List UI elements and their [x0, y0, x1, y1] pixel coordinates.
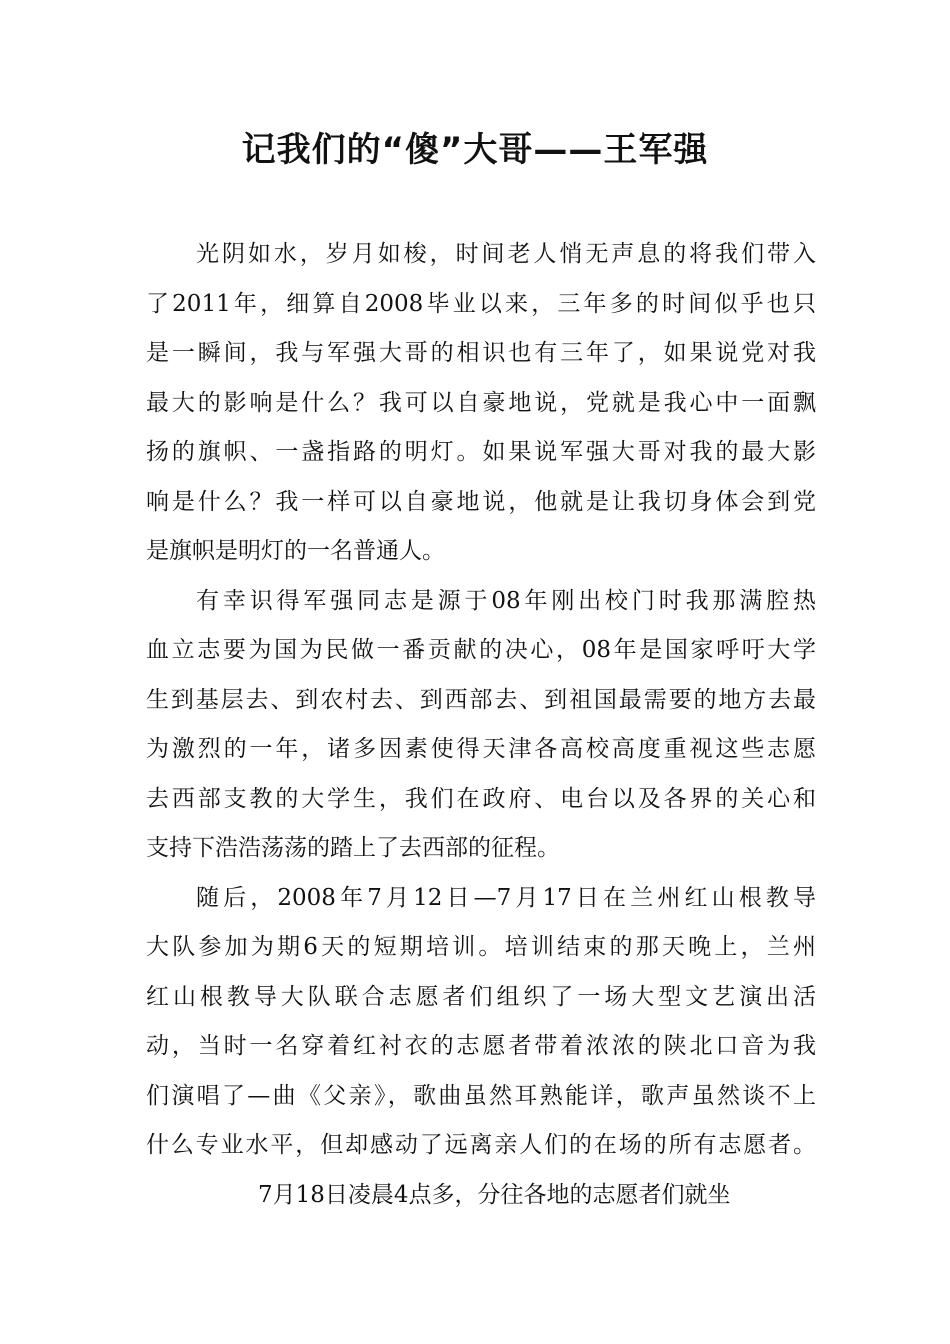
text-line: 了2011年，细算自2008毕业以来，三年多的时间似乎也只	[146, 290, 816, 317]
text-line: 大队参加为期6天的短期培训。培训结束的那天晚上，兰州	[146, 934, 816, 960]
text-line: 动，当时一名穿着红衬衣的志愿者带着浓浓的陕北口音为我	[146, 1033, 816, 1059]
text-line: 支持下浩浩荡荡的踏上了去西部的征程。	[146, 835, 560, 861]
text-line: 扬的旗帜、一盏指路的明灯。如果说军强大哥对我的最大影	[146, 439, 816, 465]
text-line: 什么专业水平，但却感动了远离亲人们的在场的所有志愿者。	[146, 1132, 816, 1158]
text-line: 生到基层去、到农村去、到西部去、到祖国最需要的地方去最	[146, 686, 816, 713]
text-line: 为激烈的一年，诸多因素使得天津各高校高度重视这些志愿	[146, 736, 816, 762]
text-line: 是旗帜是明灯的一名普通人。	[146, 538, 445, 564]
text-line: 有幸识得军强同志是源于08年刚出校门时我那满腔热	[196, 587, 816, 614]
text-line: 是一瞬间，我与军强大哥的相识也有三年了，如果说党对我	[146, 340, 816, 366]
text-line: 血立志要为国为民做一番贡献的决心，08年是国家呼吁大学	[146, 637, 816, 663]
text-line: 光阴如水，岁月如梭，时间老人悄无声息的将我们带入	[196, 241, 816, 267]
text-line: 红山根教导大队联合志愿者们组织了一场大型文艺演出活	[146, 983, 816, 1010]
text-line: 们演唱了—曲《父亲》，歌曲虽然耳熟能详，歌声虽然谈不上	[146, 1082, 816, 1109]
document-title: 记我们的“傻”大哥——王军强	[241, 130, 709, 170]
text-line: 7月18日凌晨4点多，分往各地的志愿者们就坐	[258, 1181, 731, 1208]
document-body	[146, 230, 816, 1220]
text-line: 随后，2008年7月12日—7月17日在兰州红山根教导	[196, 884, 816, 911]
text-line: 最大的影响是什么？我可以自豪地说，党就是我心中一面飘	[146, 389, 816, 416]
text-line: 响是什么？我一样可以自豪地说，他就是让我切身体会到党	[146, 488, 816, 515]
text-line: 去西部支教的大学生，我们在政府、电台以及各界的关心和	[146, 785, 816, 812]
